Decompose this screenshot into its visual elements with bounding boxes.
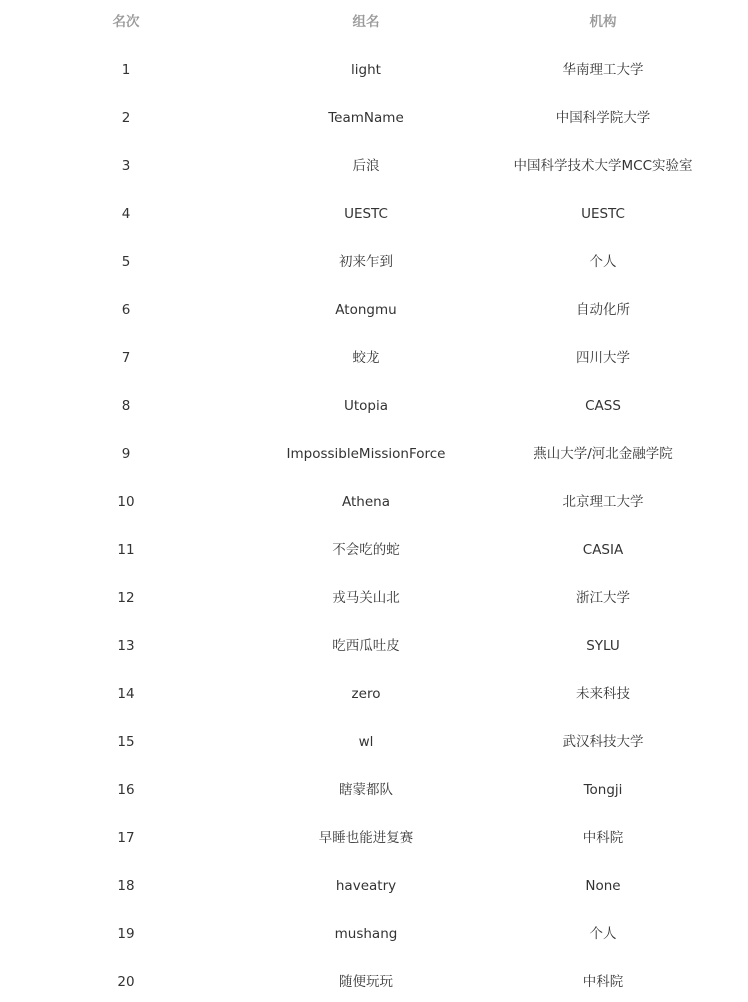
org-cell: None [585,878,621,894]
table-row [0,634,748,658]
rank-cell: 14 [117,686,135,702]
org-cell: 武汉科技大学 [562,734,644,750]
org-cell: 个人 [589,926,617,942]
table-row [0,490,748,514]
table-row [0,922,748,946]
org-cell: 未来科技 [576,686,630,702]
table-row [0,586,748,610]
team-cell: Athena [342,494,390,510]
header-team: 组名 [352,14,380,30]
table-row [0,442,748,466]
rank-cell: 3 [121,158,131,174]
table-row [0,202,748,226]
team-cell: TeamName [328,110,404,126]
org-cell: 华南理工大学 [562,62,644,78]
org-cell: 自动化所 [576,302,630,318]
header-rank: 名次 [112,14,140,30]
team-cell: 蛟龙 [352,350,380,366]
rank-cell: 9 [121,446,131,462]
table-row [0,58,748,82]
team-cell: 不会吃的蛇 [332,542,400,558]
org-cell: 四川大学 [576,350,630,366]
org-cell: Tongji [583,782,623,798]
team-cell: zero [351,686,381,702]
team-cell: 吃西瓜吐皮 [332,638,400,654]
table-header-row [0,10,748,34]
org-cell: 中国科学技术大学MCC实验室 [513,158,693,174]
rank-cell: 10 [117,494,135,510]
rank-cell: 11 [117,542,135,558]
rank-cell: 8 [121,398,131,414]
table-row [0,346,748,370]
team-cell: haveatry [335,878,397,894]
team-cell: UESTC [344,206,388,222]
table-row [0,778,748,802]
team-cell: light [351,62,381,78]
rank-cell: 5 [121,254,131,270]
org-cell: 浙江大学 [576,590,630,606]
org-cell: CASS [585,398,621,414]
team-cell: 瞎蒙都队 [339,782,393,798]
team-cell: Utopia [343,398,389,414]
team-cell: 戎马关山北 [332,590,400,606]
table-row [0,106,748,130]
rank-cell: 1 [121,62,131,78]
org-cell: 中科院 [582,830,624,846]
rank-cell: 17 [117,830,135,846]
org-cell: 中科院 [582,974,624,990]
rank-cell: 18 [117,878,135,894]
rank-cell: 7 [121,350,131,366]
rank-cell: 4 [121,206,131,222]
rank-cell: 12 [117,590,135,606]
rank-cell: 15 [117,734,135,750]
team-cell: ImpossibleMissionForce [286,446,446,462]
rank-cell: 19 [117,926,135,942]
table-row [0,394,748,418]
table-row [0,874,748,898]
org-cell: 个人 [589,254,617,270]
table-row [0,970,748,994]
team-cell: wl [358,734,374,750]
table-row [0,298,748,322]
table-row [0,826,748,850]
rank-cell: 20 [117,974,135,990]
org-cell: SYLU [586,638,620,654]
org-cell: UESTC [581,206,625,222]
table-row [0,682,748,706]
table-row [0,730,748,754]
rank-cell: 6 [121,302,131,318]
table-row [0,538,748,562]
team-cell: 初来乍到 [339,254,393,270]
table-row [0,154,748,178]
team-cell: Atongmu [335,302,397,318]
table-row [0,250,748,274]
rank-cell: 16 [117,782,135,798]
org-cell: 北京理工大学 [562,494,644,510]
org-cell: CASIA [582,542,624,558]
org-cell: 中国科学院大学 [555,110,651,126]
rank-cell: 13 [117,638,135,654]
team-cell: 后浪 [352,158,380,174]
team-cell: 随便玩玩 [339,974,393,990]
team-cell: 早睡也能进复赛 [318,830,414,846]
rank-cell: 2 [121,110,131,126]
team-cell: mushang [334,926,398,942]
header-org: 机构 [589,14,617,30]
org-cell: 燕山大学/河北金融学院 [533,446,673,462]
